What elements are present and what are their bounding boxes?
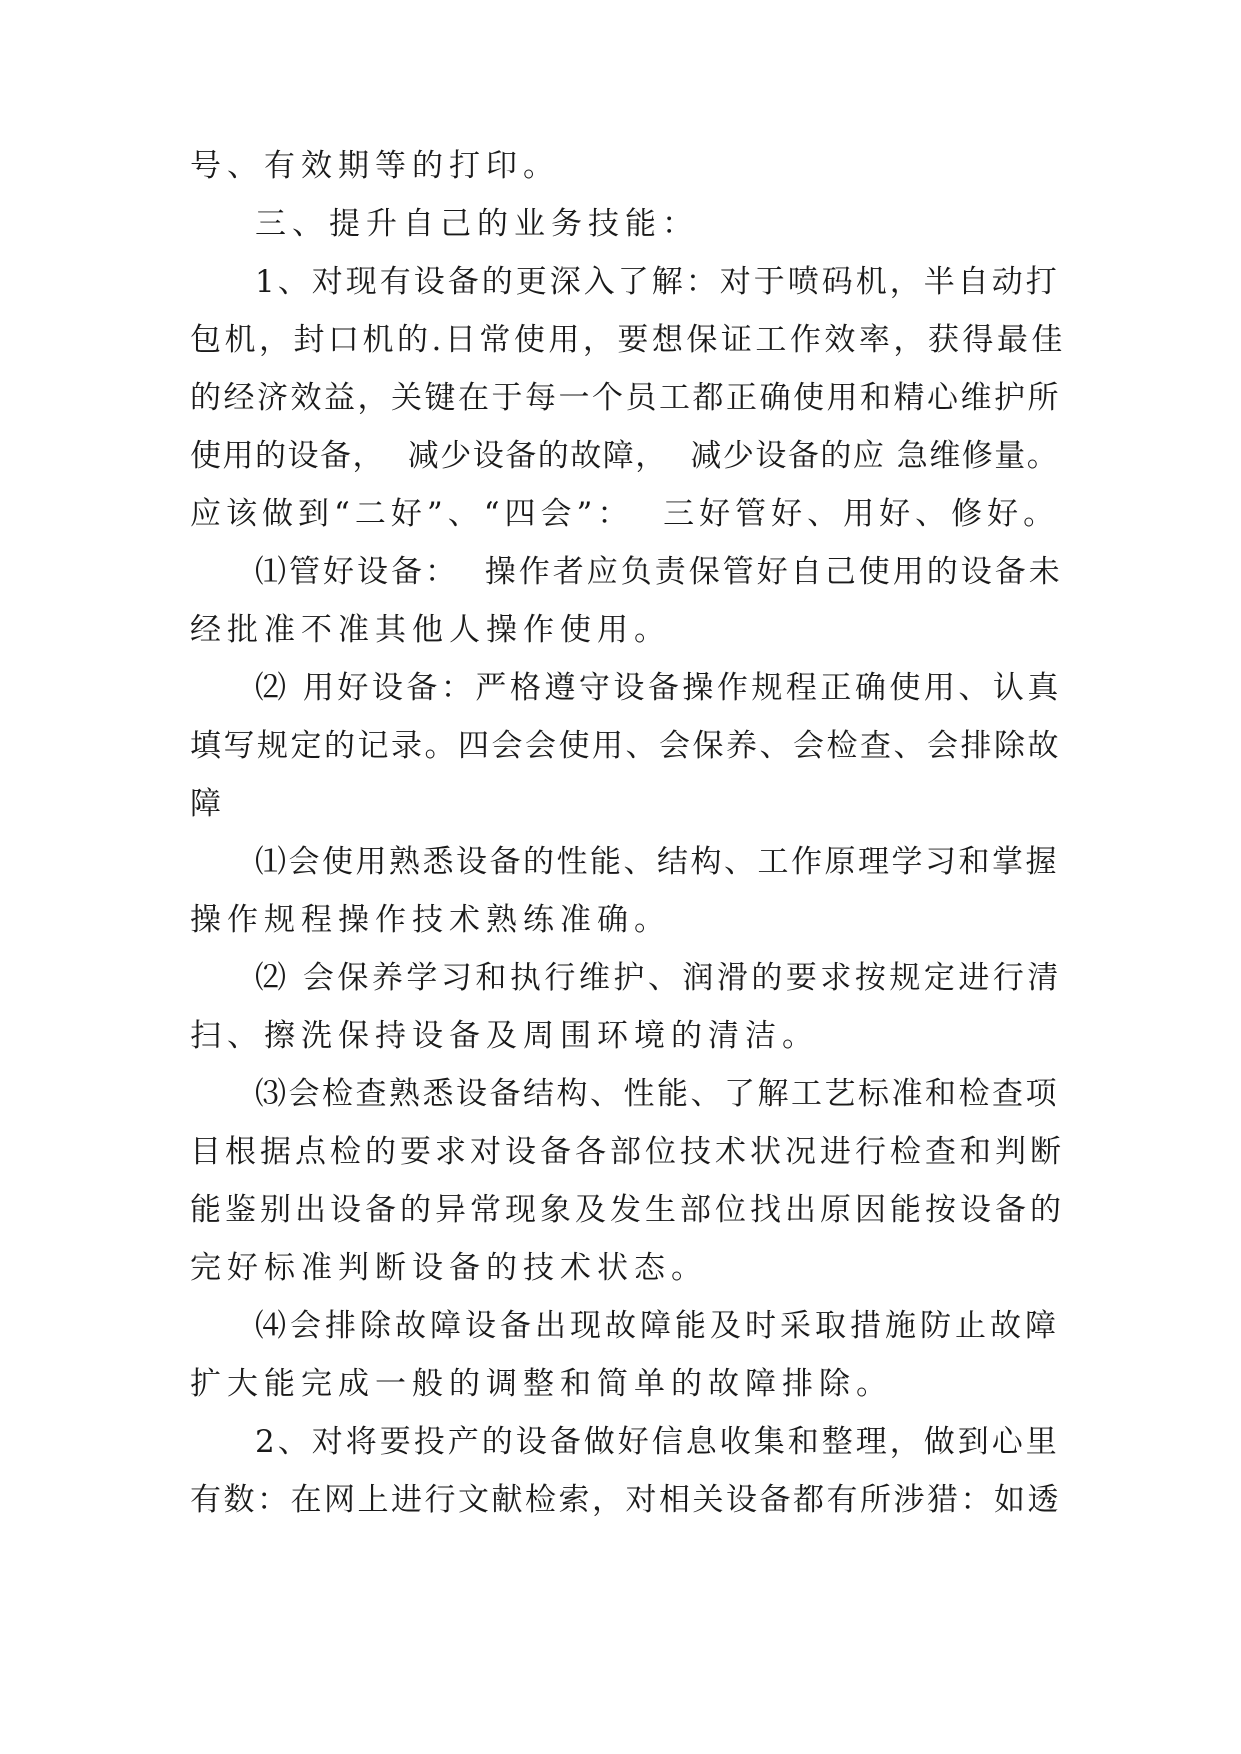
text-line: 号、有效期等的打印。 [190,148,560,184]
text-line: 2、对将要投产的设备做好信息收集和整理，做到心里 [255,1424,1060,1460]
text-line: ⑵ 会保养学习和执行维护、润滑的要求按规定进行清 [255,960,1062,996]
text-line: 有数：在网上进行文献检索，对相关设备都有所涉猎：如透 [190,1482,1061,1518]
text-line: 的经济效益，关键在于每一个员工都正确使用和精心维护所 [190,380,1061,416]
text-line: 经批准不准其他人操作使用。 [190,612,671,648]
text-line: ⑴管好设备： 操作者应负责保管好自己使用的设备未 [255,554,1063,590]
text-line: 包机，封口机的.日常使用，要想保证工作效率，获得最佳 [190,322,1066,358]
text-line: 扩大能完成一般的调整和简单的故障排除。 [190,1366,893,1402]
text-line: 完好标准判断设备的技术状态。 [190,1250,708,1286]
text-line: 使用的设备， 减少设备的故障， 减少设备的应 急维修量。 [190,438,1060,474]
text-line: 障 [190,786,227,822]
text-line: 操作规程操作技术熟练准确。 [190,902,671,938]
text-line: ⑵ 用好设备：严格遵守设备操作规程正确使用、认真 [255,670,1062,706]
text-line: 扫、擦洗保持设备及周围环境的清洁。 [190,1018,819,1054]
text-line: 能鉴别出设备的异常现象及发生部位找出原因能按设备的 [190,1192,1065,1228]
text-line: 三、提升自己的业务技能： [255,206,699,242]
text-line: ⑷会排除故障设备出现故障能及时采取措施防止故障 [255,1308,1060,1344]
text-line: 应该做到“二好”、“四会”： 三好管好、用好、修好。 [190,496,1060,532]
text-line: ⑶会检查熟悉设备结构、性能、了解工艺标准和检查项 [255,1076,1059,1112]
text-line: ⑴会使用熟悉设备的性能、结构、工作原理学习和掌握 [255,844,1059,880]
text-line: 目根据点检的要求对设备各部位技术状况进行检查和判断 [190,1134,1065,1170]
text-line: 填写规定的记录。四会会使用、会保养、会检查、会排除故 [190,728,1061,764]
text-line: 1、对现有设备的更深入了解：对于喷码机，半自动打 [255,264,1060,300]
